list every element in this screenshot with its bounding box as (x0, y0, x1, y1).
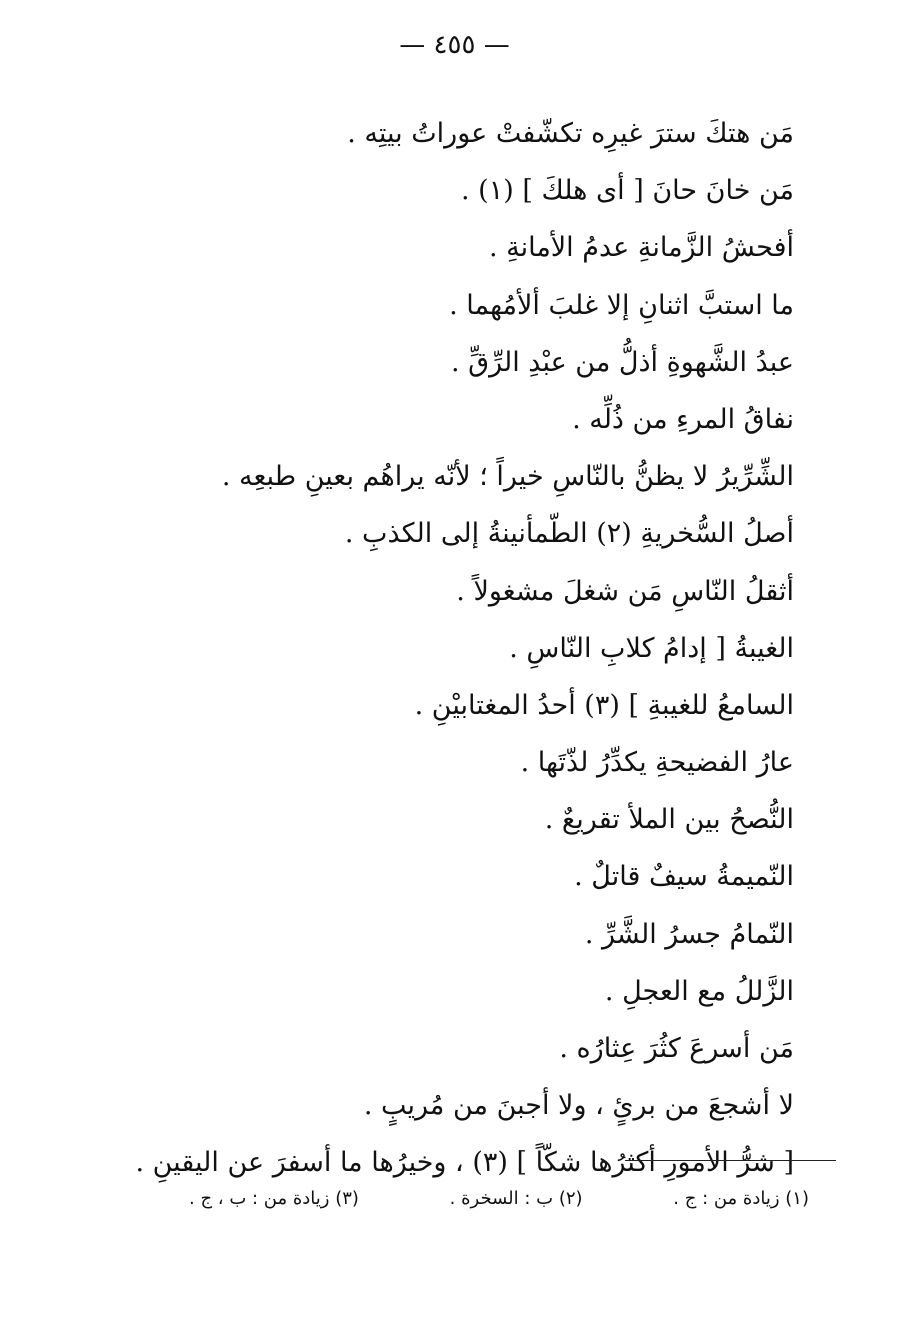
proverb-line: الشِّرِّيرُ لا يظنُّ بالنّاسِ خيراً ؛ لأنّه يراهُم بعينِ طبعِه . (221, 461, 794, 493)
footnotes (189, 1188, 809, 1209)
proverb-line: النّمامُ جسرُ الشَّرِّ . (584, 918, 794, 950)
proverb-line: لا أشجعَ من برئٍ ، ولا أجبنَ من مُريبٍ . (363, 1090, 794, 1122)
proverb-line: الزَّللُ مع العجلِ . (604, 975, 794, 1007)
footnote-1: (١) زيادة من : ج . (673, 1188, 809, 1209)
proverb-line: أثقلُ النّاسِ مَن شغلَ مشغولاً . (456, 575, 794, 607)
proverb-line: النُّصحُ بين الملأ تقريعٌ . (544, 804, 794, 836)
page-number: — ٤٥٥ — (399, 30, 510, 60)
proverb-line: السامعُ للغيبةِ ] (٣) أحدُ المغتابيْنِ . (414, 689, 794, 721)
footnote-2: (٢) ب : السخرة . (449, 1188, 583, 1209)
proverb-line: النّميمةُ سيفٌ قاتلٌ . (574, 861, 794, 893)
footnote-divider (625, 1160, 836, 1161)
footnote-3: (٣) زيادة من : ب ، ج . (189, 1188, 359, 1209)
proverb-line: عارُ الفضيحةِ يكدِّرُ لذّتَها . (520, 747, 794, 779)
proverb-list (94, 105, 794, 1192)
proverb-line: [ شرُّ الأمورِ أكثرُها شكّاً ] (٣) ، وخيرُها ما أسفرَ عن اليقينِ . (135, 1147, 794, 1179)
proverb-line: مَن هتكَ سترَ غيرِه تكشّفتْ عوراتُ بيتِه . (347, 118, 794, 149)
proverb-line: نفاقُ المرءِ من ذُلِّه . (572, 403, 794, 435)
proverb-line: أفحشُ الزَّمانةِ عدمُ الأمانةِ . (488, 232, 794, 264)
proverb-line: مَن خانَ حانَ [ أى هلكَ ] (١) . (461, 175, 794, 207)
proverb-line: ما استبَّ اثنانِ إلا غلبَ ألأمُهما . (449, 289, 794, 321)
proverb-line: أصلُ السُّخريةِ (٢) الطّمأنينةُ إلى الكذبِ . (344, 518, 794, 550)
proverb-line: الغيبةُ [ إدامُ كلابِ النّاسِ . (509, 632, 794, 664)
proverb-line: مَن أسرعَ كثُرَ عِثارُه . (559, 1033, 794, 1064)
proverb-line: عبدُ الشَّهوةِ أذلُّ من عبْدِ الرِّقِّ . (450, 346, 794, 378)
